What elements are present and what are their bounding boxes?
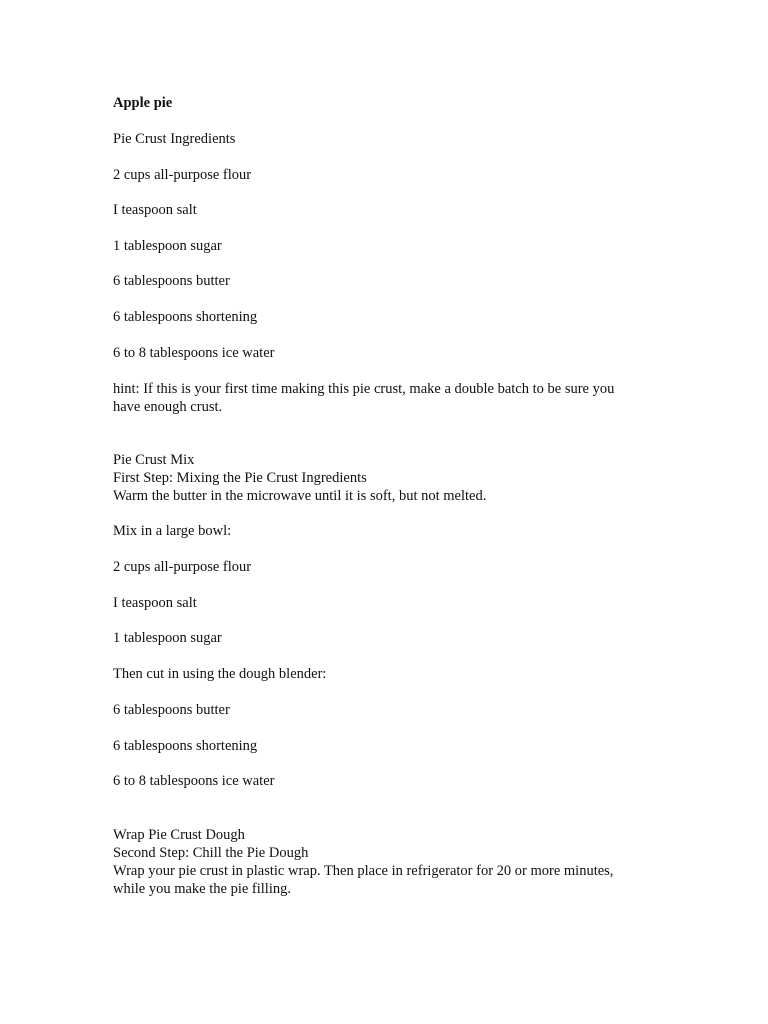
document-title: Apple pie: [113, 95, 173, 111]
wrap-text-line-2: while you make the pie filling.: [113, 881, 291, 897]
first-step-heading: First Step: Mixing the Pie Crust Ingredients: [113, 470, 367, 486]
mix-in-bowl-text: Mix in a large bowl:: [113, 523, 232, 539]
cut-in-text: Then cut in using the dough blender:: [113, 666, 327, 682]
ingredient-item: 1 tablespoon sugar: [113, 238, 222, 254]
hint-text-line-1: hint: If this is your first time making this pie crust, make a double batch to be sure you: [113, 381, 615, 397]
warm-instruction: Warm the butter in the microwave until it is soft, but not melted.: [113, 488, 487, 504]
mix-heading: Pie Crust Mix: [113, 452, 195, 468]
ingredient-item: 6 tablespoons butter: [113, 273, 230, 289]
wrap-text-line-1: Wrap your pie crust in plastic wrap. Then place in refrigerator for 20 or more minutes,: [113, 863, 614, 879]
bowl-item: 2 cups all-purpose flour: [113, 559, 252, 575]
cut-item: 6 tablespoons shortening: [113, 738, 258, 754]
ingredient-item: 6 to 8 tablespoons ice water: [113, 345, 275, 361]
ingredient-item: I teaspoon salt: [113, 202, 197, 218]
ingredient-item: 2 cups all-purpose flour: [113, 167, 252, 183]
ingredients-heading: Pie Crust Ingredients: [113, 131, 236, 147]
bowl-item: 1 tablespoon sugar: [113, 630, 222, 646]
wrap-heading: Wrap Pie Crust Dough: [113, 827, 245, 843]
bowl-item: I teaspoon salt: [113, 595, 197, 611]
cut-item: 6 to 8 tablespoons ice water: [113, 773, 275, 789]
hint-text-line-2: have enough crust.: [113, 399, 223, 415]
second-step-heading: Second Step: Chill the Pie Dough: [113, 845, 309, 861]
ingredient-item: 6 tablespoons shortening: [113, 309, 258, 325]
cut-item: 6 tablespoons butter: [113, 702, 230, 718]
